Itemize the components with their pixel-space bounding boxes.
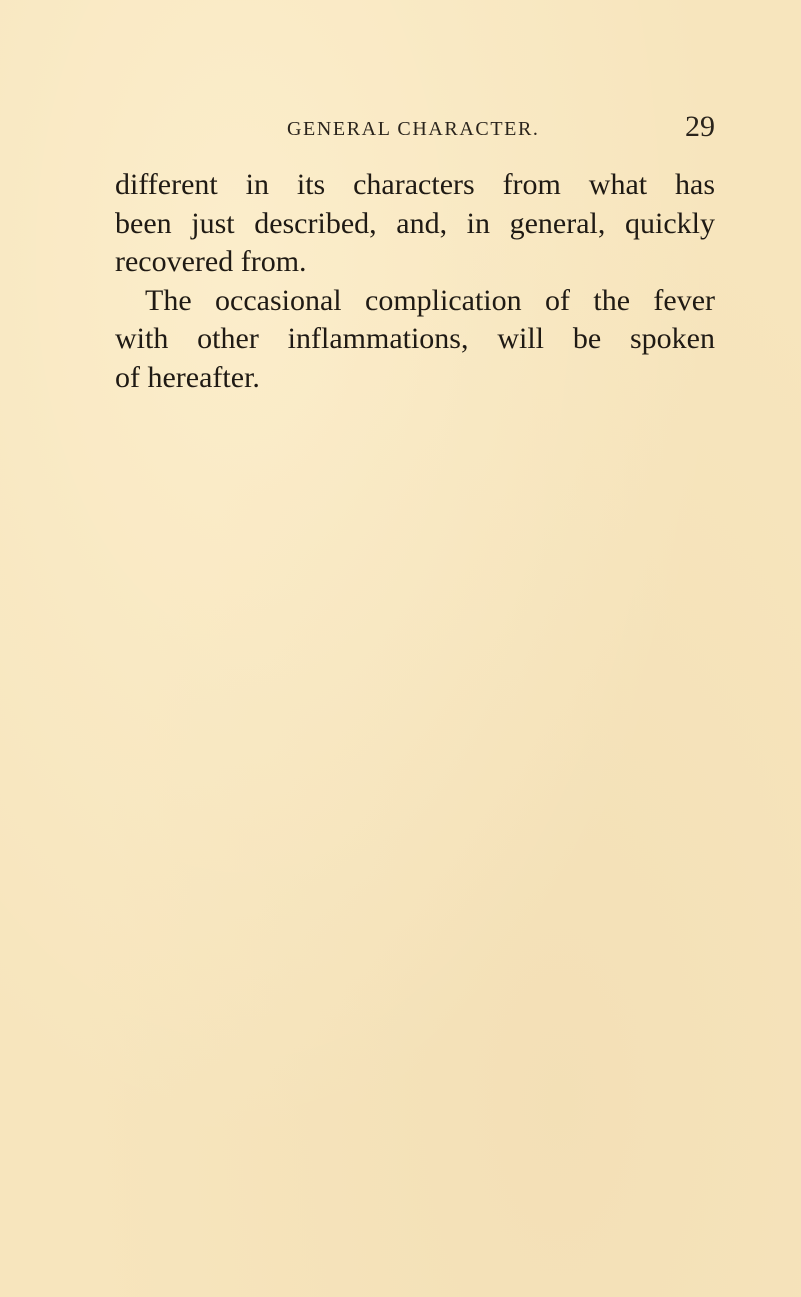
text-line: The occasional complication of the fever <box>145 283 715 317</box>
page-number: 29 <box>685 110 715 143</box>
text-line: of hereafter. <box>115 360 260 394</box>
text-line: different in its characters from what has <box>115 168 715 201</box>
body-text <box>115 166 715 397</box>
paragraph-1 <box>115 166 715 282</box>
text-line: recovered from. <box>115 245 307 278</box>
running-head <box>115 110 715 150</box>
text-line: with other inflammations, will be spoken <box>115 322 715 355</box>
text-line: been just described, and, in general, quickly <box>115 206 715 240</box>
paragraph-2 <box>115 282 715 398</box>
running-title: GENERAL CHARACTER. <box>287 118 540 140</box>
